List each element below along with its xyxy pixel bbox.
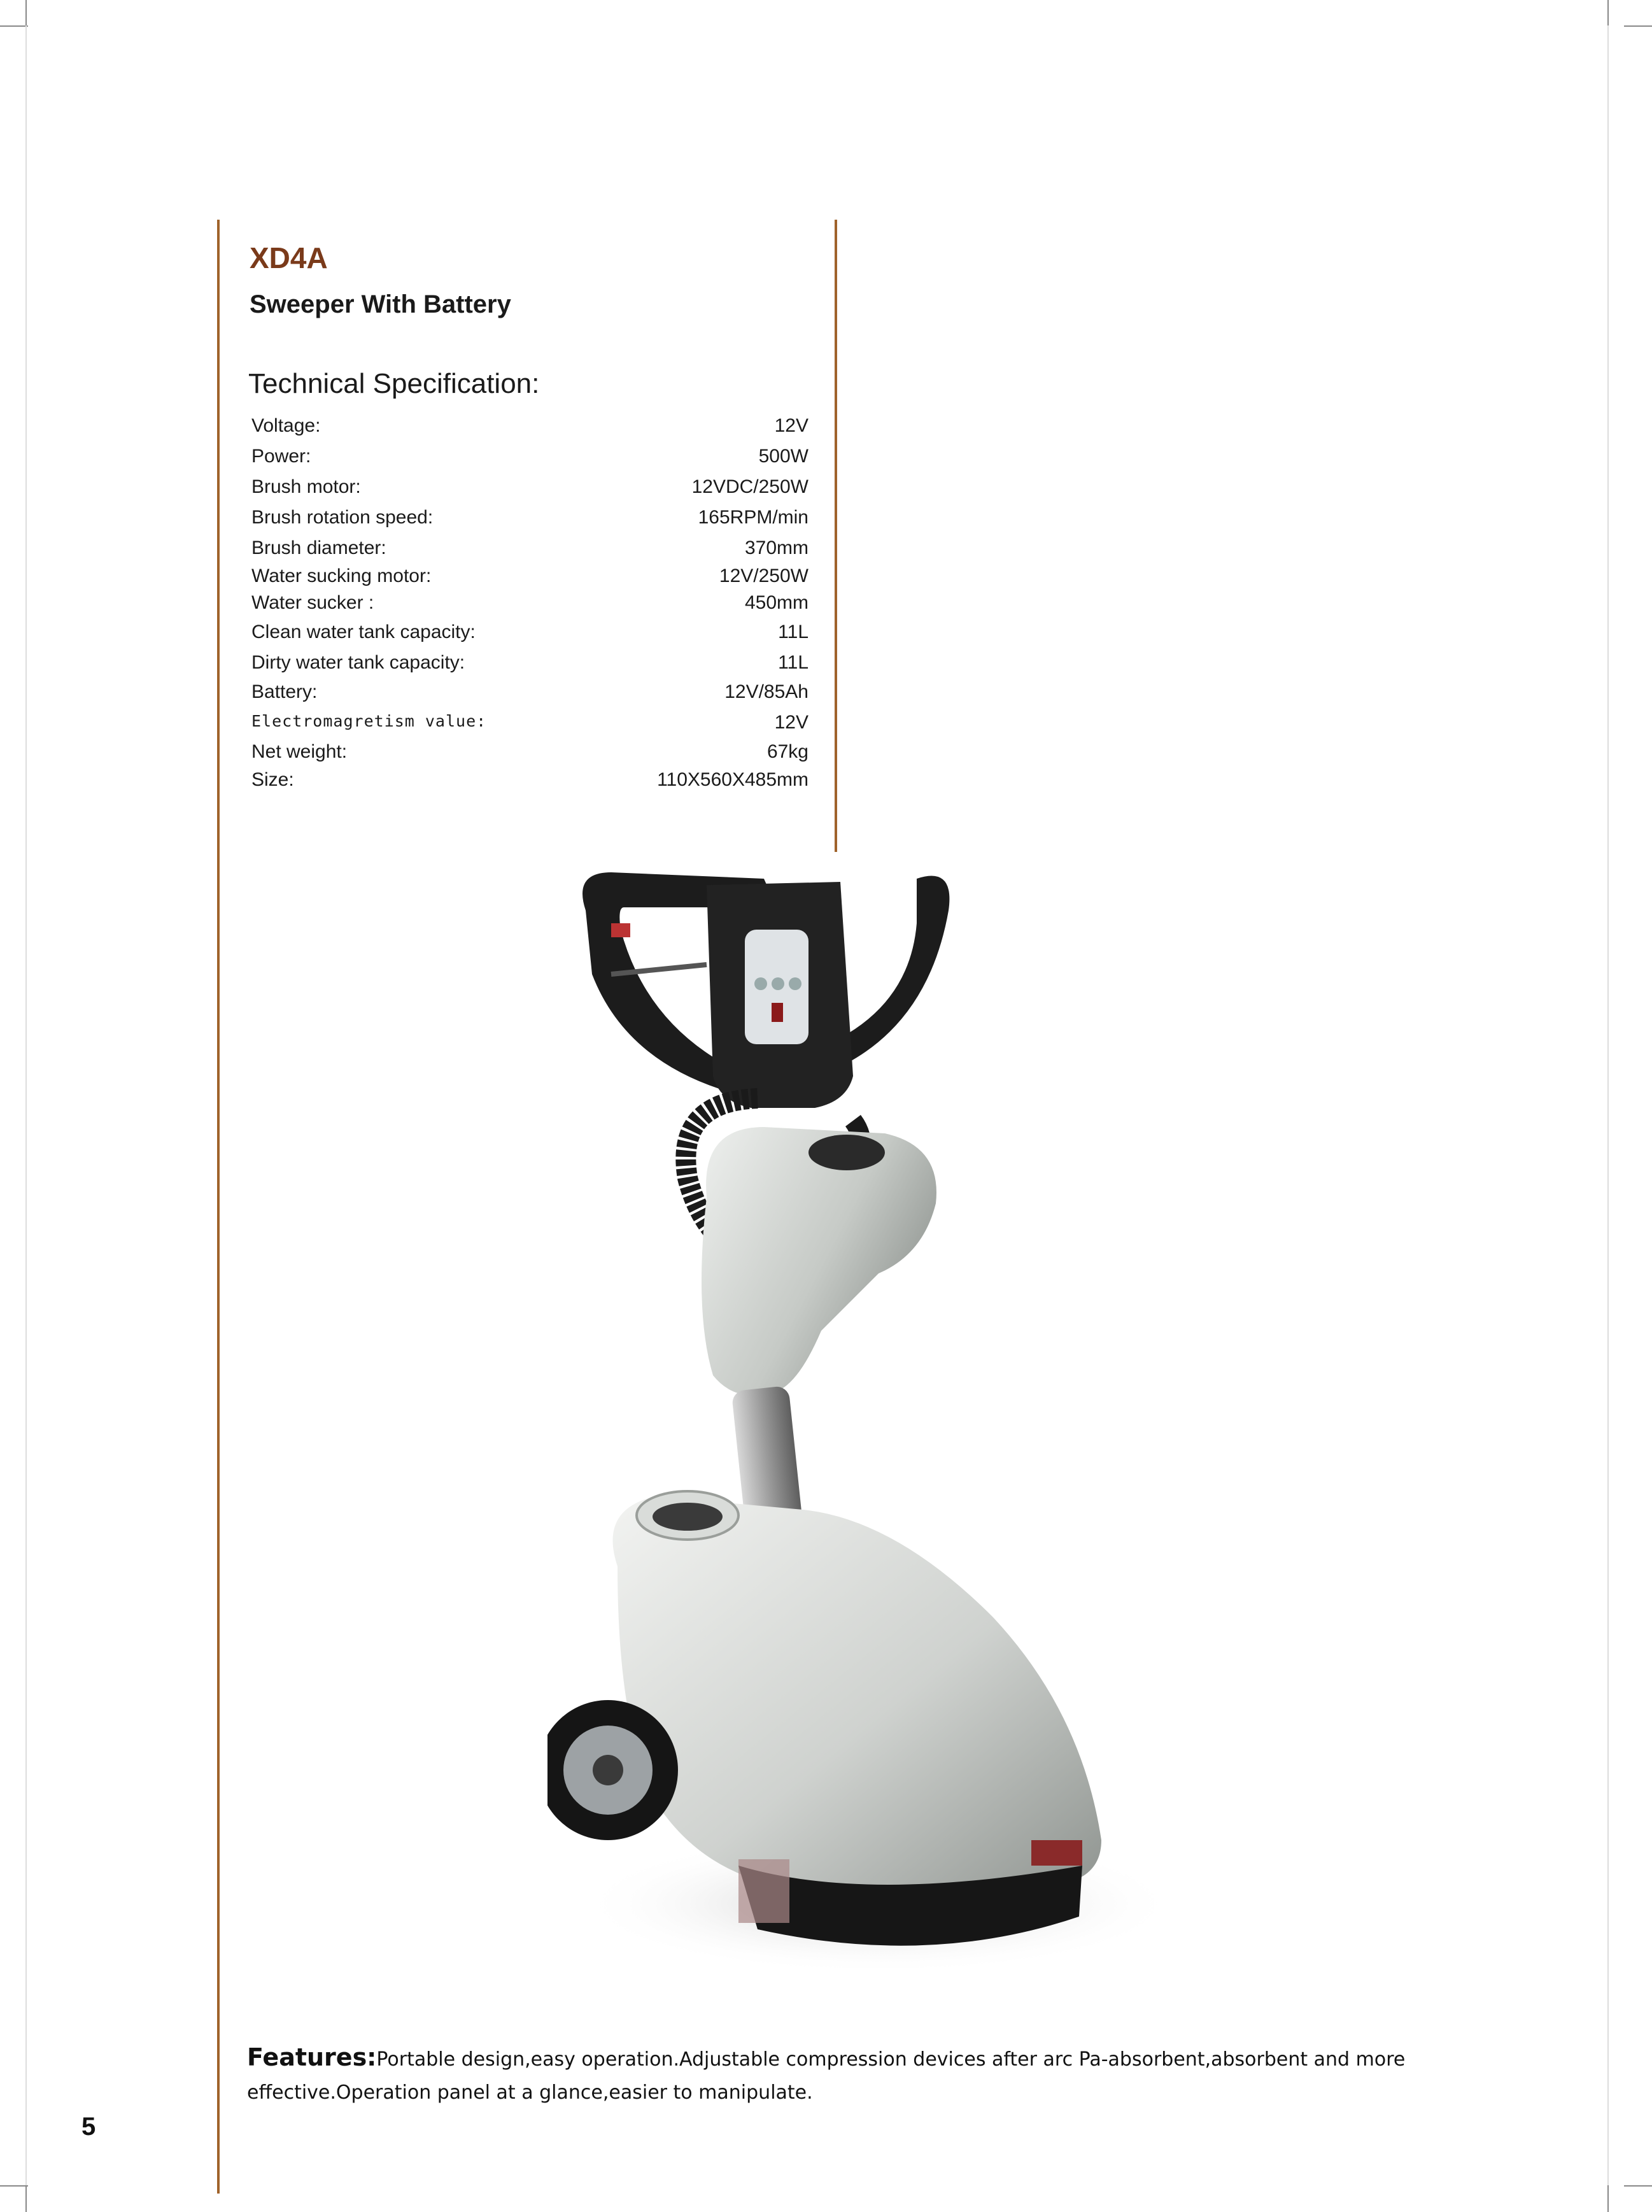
features-text: Portable design,easy operation.Adjustable compression devices after arc Pa-absorbent,absorbent and more effective.Operation panel at a glance,easier to manipulate.: [247, 2048, 1406, 2104]
spec-row: [251, 537, 808, 565]
spec-value: 12V: [774, 712, 808, 733]
product-photo: [547, 847, 1210, 1987]
spec-row: [251, 415, 808, 443]
spec-row: [251, 652, 808, 680]
features-paragraph: [247, 2041, 1457, 2109]
left-accent-line: [217, 220, 220, 2194]
spec-row: [251, 621, 808, 649]
spec-row: [251, 712, 808, 740]
features-label: Features:: [247, 2043, 377, 2071]
spec-value: 67kg: [766, 741, 808, 762]
crop-mark: [1624, 2185, 1652, 2187]
spec-row: [251, 446, 808, 474]
spec-label: Voltage:: [251, 415, 321, 436]
spec-value: 12VDC/250W: [691, 476, 808, 497]
spec-row: [251, 507, 808, 535]
product-subtitle: Sweeper With Battery: [250, 290, 511, 318]
spec-row: [251, 769, 808, 797]
spec-value: 12V/85Ah: [724, 681, 808, 702]
spec-divider-line: [835, 220, 837, 852]
spec-value: 500W: [758, 446, 808, 467]
spec-label: Electromagretism value:: [251, 712, 487, 730]
spec-label: Brush motor:: [251, 476, 361, 497]
spec-value: 12V/250W: [719, 565, 808, 586]
spec-row: [251, 592, 808, 620]
spec-label: Brush diameter:: [251, 537, 386, 558]
spec-label: Clean water tank capacity:: [251, 621, 476, 642]
spec-value: 165RPM/min: [698, 507, 808, 528]
crop-mark: [25, 2184, 27, 2212]
spec-row: [251, 681, 808, 709]
crop-mark: [1607, 2184, 1609, 2212]
spec-value: 12V: [774, 415, 808, 436]
crop-mark: [1624, 25, 1652, 27]
spec-heading: Technical Specification:: [248, 368, 540, 399]
page-trim-line: [1607, 25, 1609, 2185]
page-trim-line: [25, 25, 27, 2185]
spec-row: [251, 565, 808, 593]
spec-row: [251, 741, 808, 769]
spec-row: [251, 476, 808, 504]
spec-value: 11L: [778, 621, 808, 642]
spec-label: Brush rotation speed:: [251, 507, 434, 528]
spec-value: 110X560X485mm: [657, 769, 808, 790]
spec-label: Net weight:: [251, 741, 348, 762]
spec-value: 370mm: [744, 537, 808, 558]
crop-mark: [1607, 0, 1609, 28]
spec-label: Battery:: [251, 681, 318, 702]
spec-label: Size:: [251, 769, 294, 790]
spec-label: Power:: [251, 446, 311, 467]
model-title: XD4A: [250, 241, 328, 274]
page-number: 5: [81, 2113, 96, 2141]
crop-mark: [0, 25, 28, 27]
spec-label: Water sucking motor:: [251, 565, 432, 586]
spec-label: Dirty water tank capacity:: [251, 652, 465, 673]
spec-label: Water sucker :: [251, 592, 374, 613]
crop-mark: [0, 2185, 28, 2187]
spec-value: 11L: [778, 652, 808, 673]
spec-value: 450mm: [744, 592, 808, 613]
crop-mark: [25, 0, 27, 28]
